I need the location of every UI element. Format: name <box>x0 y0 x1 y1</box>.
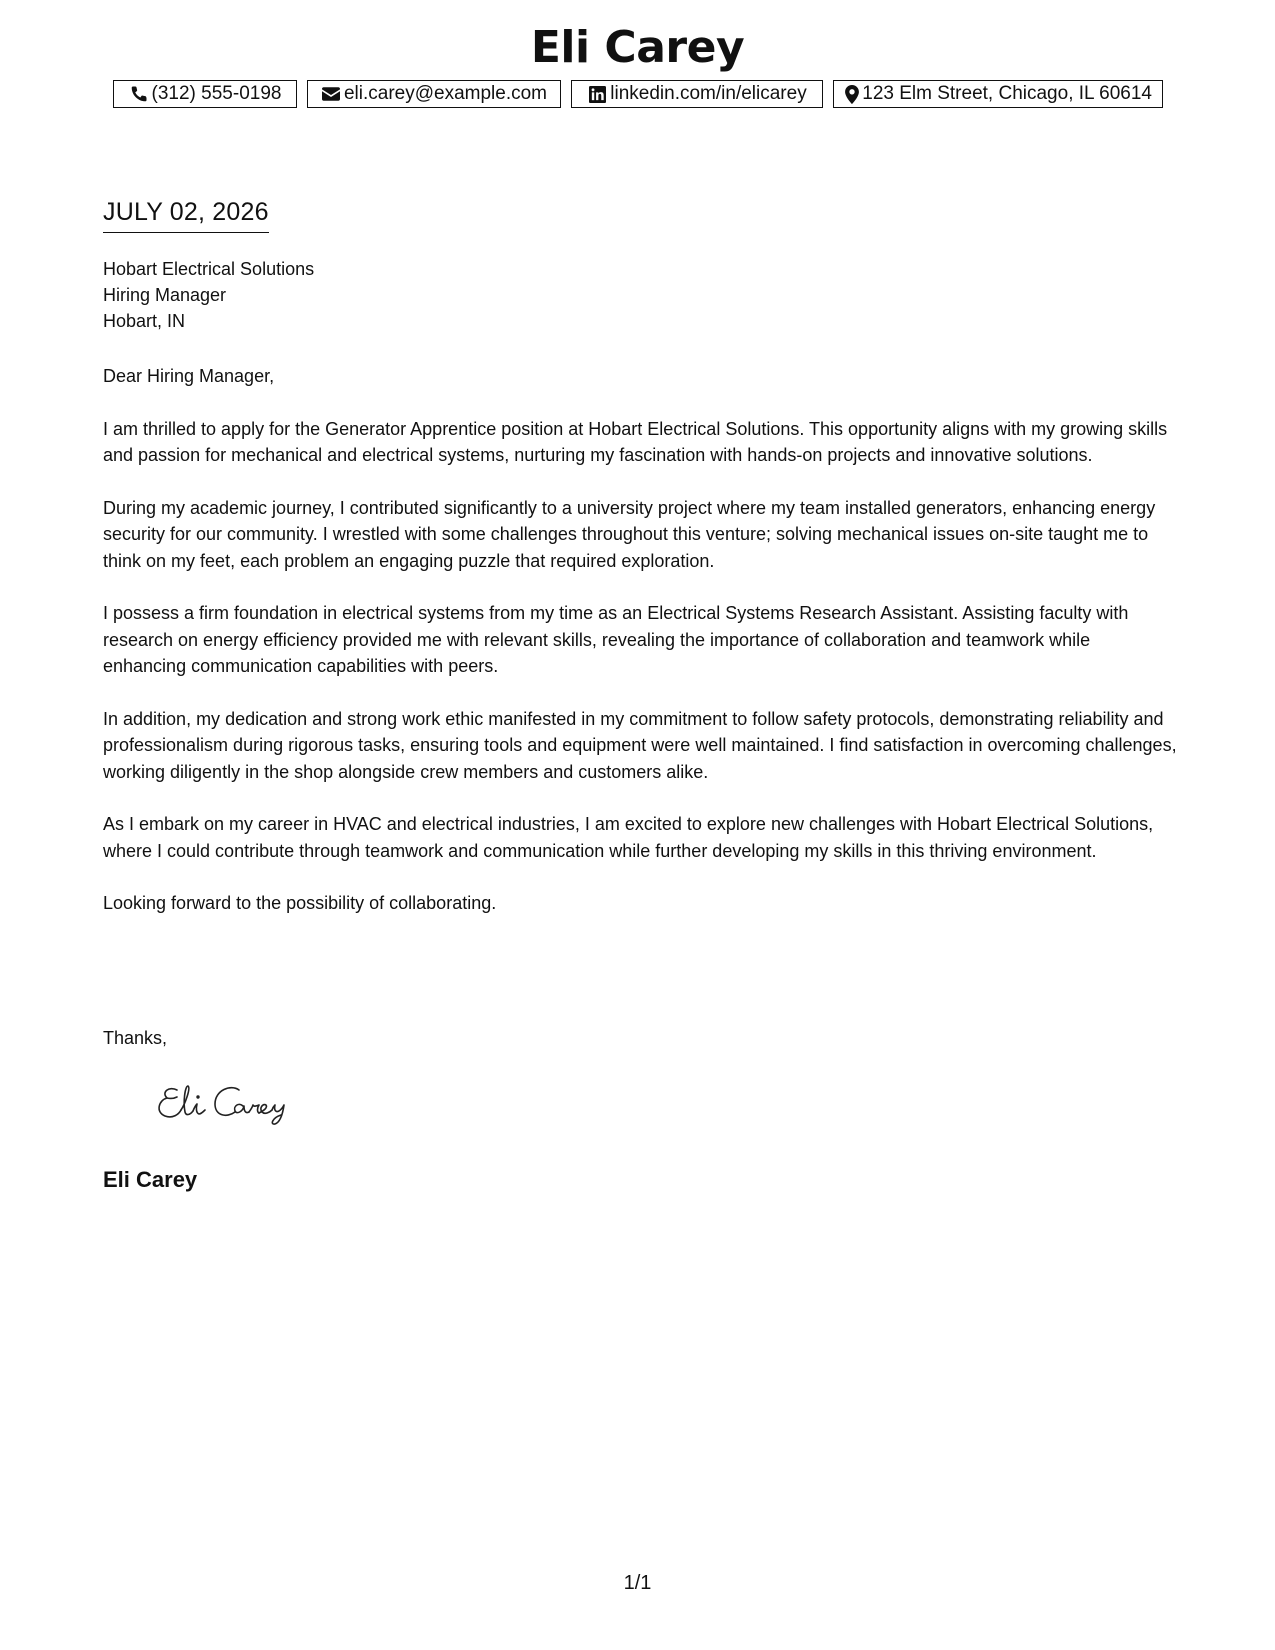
address-text: 123 Elm Street, Chicago, IL 60614 <box>862 83 1152 104</box>
email-text[interactable]: eli.carey@example.com <box>343 83 548 104</box>
body-paragraph: In addition, my dedication and strong work ethic manifested in my commitment to follow safety protocols, demonstrating reliability and professionalism during rigorous tasks, ensuring tools and equipment were well maintained. I find satisfaction in overcoming challenges, working diligently in the shop alongside crew members and customers alike. <box>103 708 1177 782</box>
map-pin-icon <box>844 84 859 104</box>
linkedin-icon <box>587 84 607 104</box>
linkedin-text[interactable]: linkedin.com/in/elicarey <box>610 83 807 104</box>
envelope-icon <box>321 84 341 104</box>
phone-icon <box>129 84 149 104</box>
contact-address <box>833 80 1163 108</box>
recipient-title: Hiring Manager <box>103 285 227 305</box>
applicant-name-header: Eli Carey <box>530 22 745 73</box>
contact-phone <box>113 80 297 108</box>
signer-name: Eli Carey <box>103 1167 198 1192</box>
letter-body <box>103 363 1178 917</box>
recipient-location: Hobart, IN <box>103 311 186 331</box>
body-paragraph: I am thrilled to apply for the Generator Apprentice position at Hobart Electrical Solutions. This opportunity aligns with my growing skills and passion for mechanical and electrical systems, nurturing my fascination with hands-on projects and innovative solutions. <box>103 418 1168 465</box>
contact-linkedin[interactable] <box>571 80 823 108</box>
handwritten-signature <box>155 1078 315 1128</box>
body-paragraph: As I embark on my career in HVAC and electrical industries, I am excited to explore new challenges with Hobart Electrical Solutions, where I could contribute through teamwork and communication while further developing my skills in this thriving environment. <box>103 814 1154 861</box>
salutation: Dear Hiring Manager, <box>103 366 275 386</box>
letter-date: JULY 02, 2026 <box>103 196 269 233</box>
sign-off: Thanks, <box>103 1028 168 1048</box>
recipient-company: Hobart Electrical Solutions <box>103 259 315 279</box>
closing-line: Looking forward to the possibility of collaborating. <box>103 893 497 913</box>
page-number: 1/1 <box>623 1572 652 1594</box>
contact-email[interactable] <box>307 80 561 108</box>
contact-info-row <box>113 80 1163 108</box>
body-paragraph: During my academic journey, I contributed significantly to a university project where my team installed generators, enhancing energy security for our community. I wrestled with some challenges throughout this venture; solving mechanical issues on-site taught me to think on my feet, each problem an engaging puzzle that required exploration. <box>103 497 1156 571</box>
body-paragraph: I possess a firm foundation in electrical systems from my time as an Electrical Systems Research Assistant. Assisting faculty with research on energy efficiency provided me with relevant skills, revealing the importance of collaboration and teamwork while enhancing communication capabilities with peers. <box>103 603 1129 676</box>
recipient-block <box>103 256 314 334</box>
phone-text: (312) 555-0198 <box>151 83 282 104</box>
